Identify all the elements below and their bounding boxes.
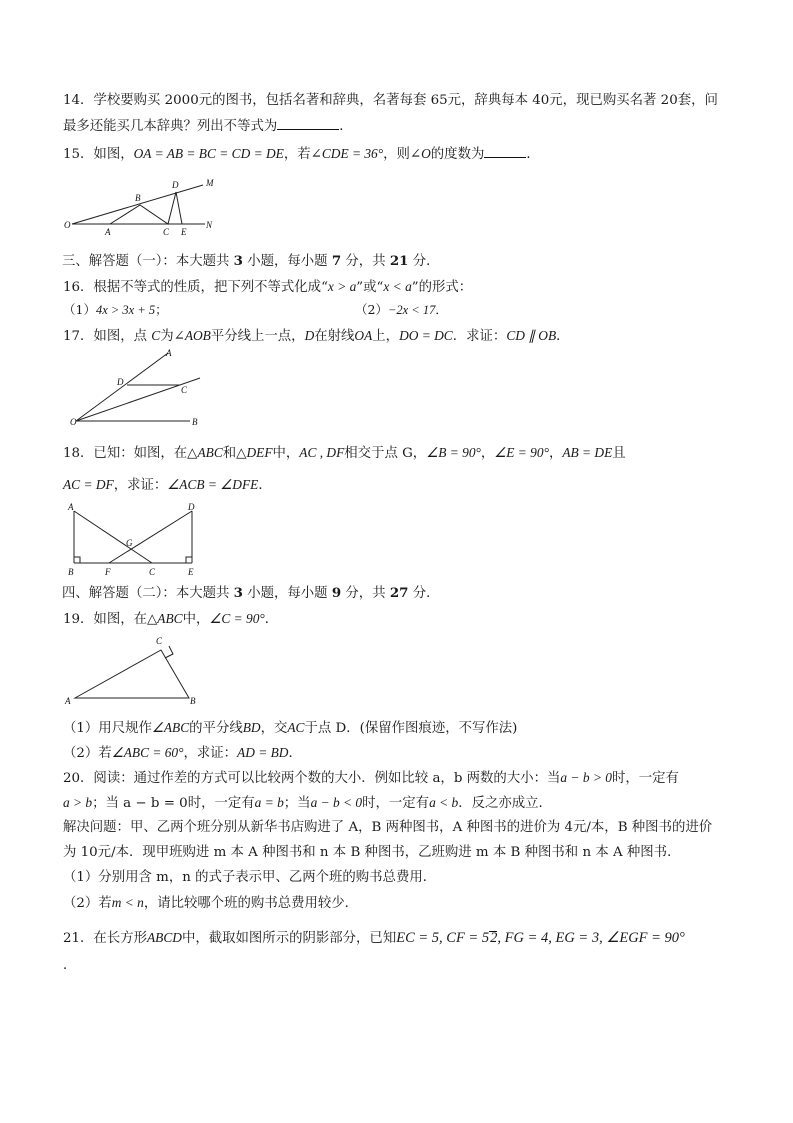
q19-label-a: A bbox=[65, 696, 71, 706]
q17-figure bbox=[65, 348, 210, 430]
q15-var: O bbox=[421, 146, 431, 161]
q14-answer-blank bbox=[277, 129, 339, 130]
q15-label-c: C bbox=[163, 227, 170, 237]
q16-part-2: （2）−2x < 17． bbox=[355, 302, 448, 317]
q15-equation: OA = AB = BC = CD = DE bbox=[133, 146, 284, 161]
q15-label-e: E bbox=[181, 227, 187, 237]
q18-line2: AC = DF，求证：∠ACB = ∠DFE． bbox=[63, 477, 272, 493]
q14-end: ． bbox=[339, 119, 353, 134]
q18-label-d: D bbox=[188, 502, 195, 512]
q15-label-n: N bbox=[206, 220, 213, 230]
q21-statement: 21．在长方形ABCD中，截取如图所示的阴影部分，已知EC = 5, CF = 52, FG = 4, EG = 3, ∠EGF = 90° bbox=[63, 930, 685, 946]
q19-figure bbox=[62, 634, 207, 710]
q17-label-d: D bbox=[117, 377, 124, 387]
q15-statement bbox=[63, 145, 540, 164]
q16-statement: 16．根据不等式的性质，把下列不等式化成“x > a”或“x < a”的形式： bbox=[63, 279, 473, 295]
q21-sqrt: 2 bbox=[490, 930, 498, 946]
q14-line1: 14．学校要购买 2000元的图书，包括名著和辞典，名著每套 65元，辞典每本 40元，现已购买名著 20套，问 bbox=[63, 93, 718, 108]
q21-dot: ． bbox=[63, 958, 77, 973]
q15-label-o: O bbox=[64, 220, 71, 230]
q20-line1: 20．阅读：通过作差的方式可以比较两个数的大小．例如比较 a，b 两数的大小：当a − b > 0时，一定有 bbox=[63, 770, 679, 786]
q15-prefix: 15．如图， bbox=[63, 147, 134, 162]
q16-part-1: （1）4x > 3x + 5； bbox=[63, 302, 168, 317]
q15-label-a: A bbox=[105, 227, 111, 237]
q20-part-2: （2）若m < n，请比较哪个班的购书总费用较少． bbox=[63, 895, 359, 911]
q20-line3: 解决问题：甲、乙两个班分别从新华书店购进了 A，B 两种图书，A 种图书的进价为 4元/本，B 种图书的进价 bbox=[63, 820, 713, 835]
q18-label-f: F bbox=[105, 567, 111, 577]
q15-suffix: 的度数为 bbox=[430, 147, 485, 162]
q19-part-1: （1）用尺规作∠ABC的平分线BD，交AC于点 D．(保留作图痕迹，不写作法) bbox=[63, 720, 518, 736]
q18-label-b: B bbox=[68, 567, 74, 577]
q20-line4: 为 10元/本．现甲班购进 m 本 A 种图书和 n 本 B 种图书，乙班购进 m 本 B 种图书和 n 本 A 种图书． bbox=[63, 845, 681, 860]
q17-label-a: A bbox=[166, 348, 172, 358]
q18-figure bbox=[64, 500, 204, 578]
q19-label-c: C bbox=[156, 636, 163, 646]
q14-line2 bbox=[63, 118, 353, 136]
q15-label-b: B bbox=[135, 193, 141, 203]
q15-angle: CDE = 36° bbox=[321, 146, 384, 161]
q15-label-m: M bbox=[206, 178, 214, 188]
q20-line2: a > b；当 a − b = 0时，一定有a = b；当a − b < 0时，一定有a < b．反之亦成立． bbox=[63, 795, 552, 811]
q17-label-b: B bbox=[192, 417, 198, 427]
q18-label-g: G bbox=[126, 538, 133, 548]
q18-line1: 18．已知：如图，在△ABC和△DEF中，AC , DF相交于点 G，∠B = 90°，∠E = 90°，AB = DE且 bbox=[63, 445, 626, 461]
q17-label-c: C bbox=[181, 385, 188, 395]
q17-statement: 17．如图，点 C为∠AOB平分线上一点，D在射线OA上，DO = DC．求证：CD ∥ OB． bbox=[63, 328, 570, 344]
q18-label-c: C bbox=[149, 567, 156, 577]
q18-label-e: E bbox=[188, 567, 194, 577]
section-4-heading: 四、解答题（二）：本大题共 3 小题，每小题 9 分，共 27 分． bbox=[62, 585, 440, 601]
q14-text: 最多还能买几本辞典？列出不等式为 bbox=[63, 119, 278, 134]
q15-figure bbox=[60, 175, 220, 235]
section-3-heading: 三、解答题（一）：本大题共 3 小题，每小题 7 分，共 21 分． bbox=[62, 253, 440, 269]
q15-mid2: ，则∠ bbox=[383, 147, 422, 162]
q20-part-1: （1）分别用含 m，n 的式子表示甲、乙两个班的购书总费用． bbox=[63, 870, 437, 885]
q15-end: ． bbox=[526, 147, 540, 162]
q19-statement: 19．如图，在△ABC中，∠C = 90°． bbox=[63, 611, 279, 627]
q15-mid: ，若∠ bbox=[283, 147, 322, 162]
q15-label-d: D bbox=[172, 180, 179, 190]
q18-label-a: A bbox=[68, 502, 74, 512]
q17-label-o: O bbox=[70, 417, 77, 427]
q15-answer-blank bbox=[484, 157, 526, 158]
q19-label-b: B bbox=[190, 696, 196, 706]
q19-part-2: （2）若∠ABC = 60°，求证：AD = BD． bbox=[63, 745, 302, 761]
